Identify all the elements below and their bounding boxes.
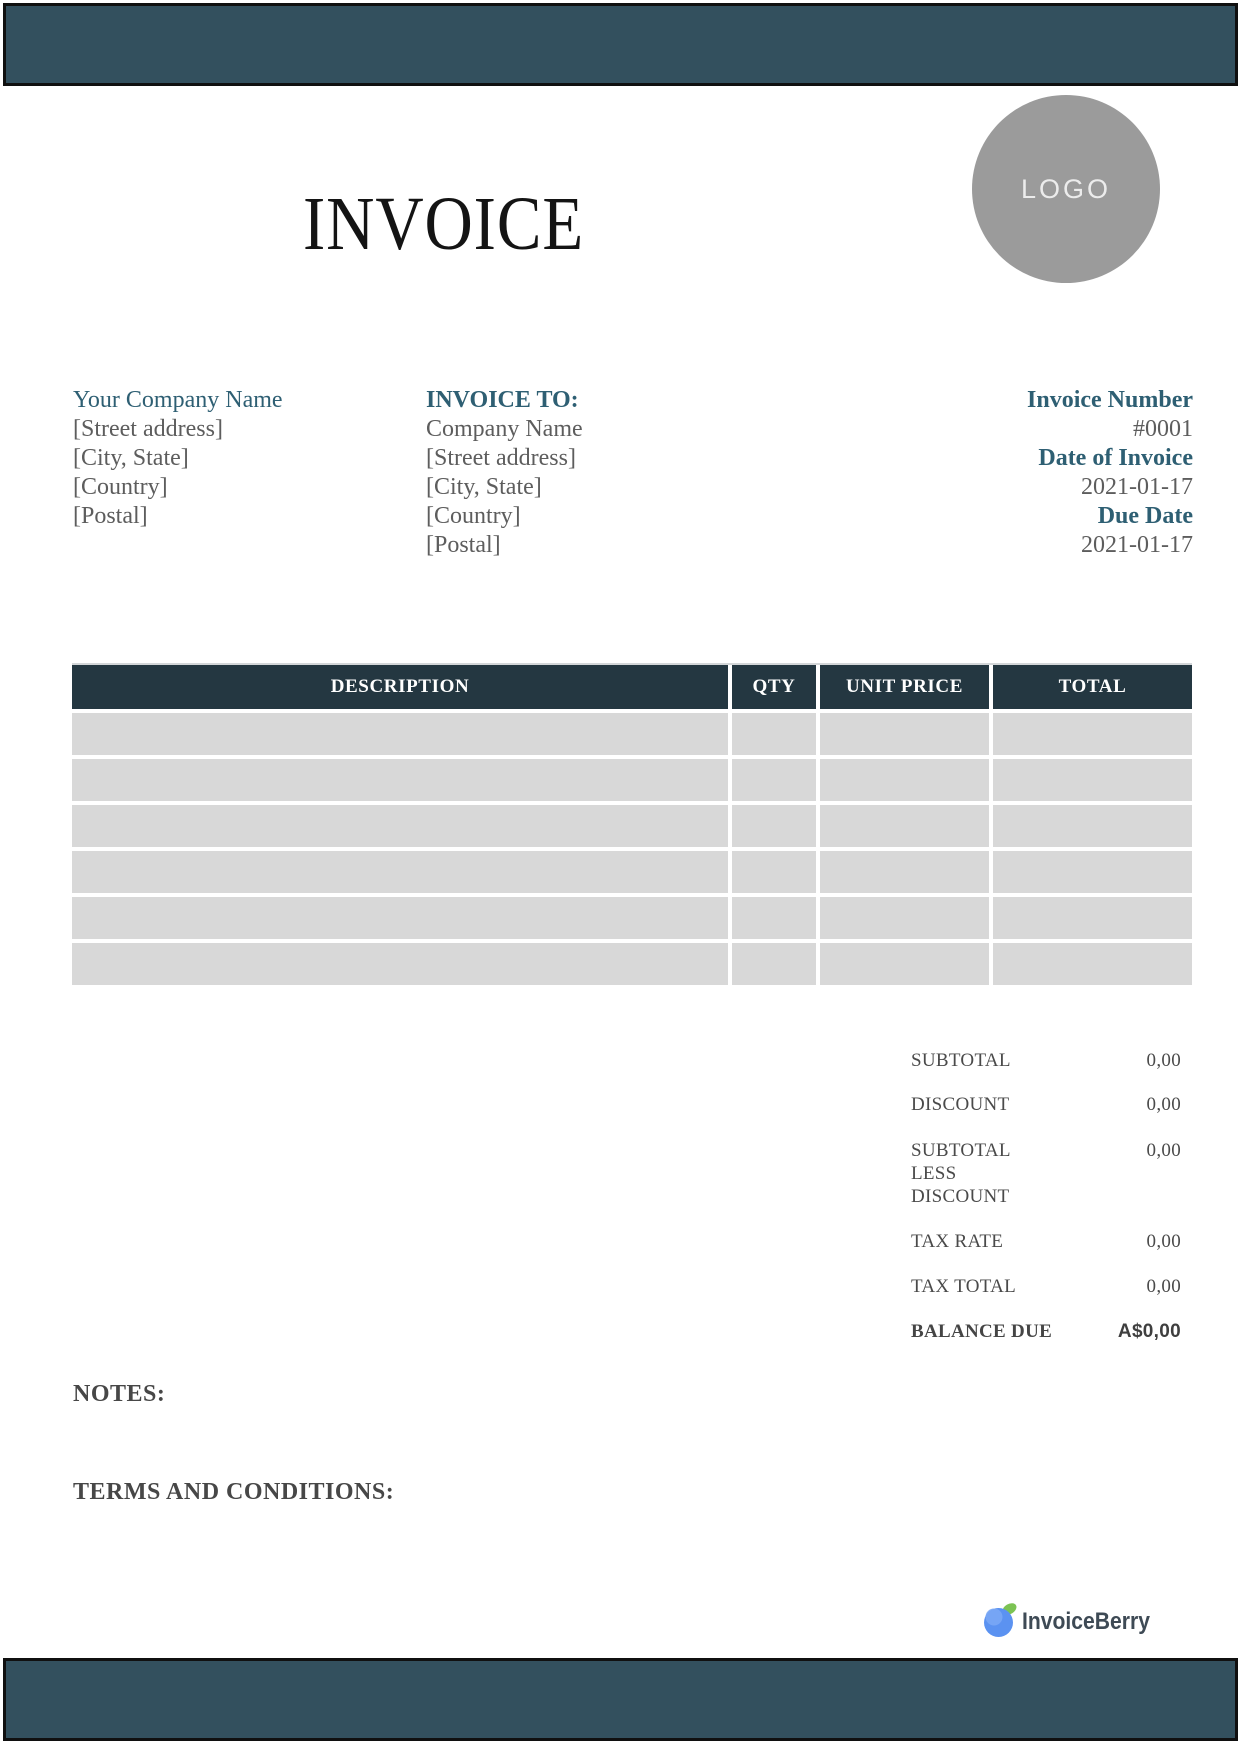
line-item-cell — [993, 713, 1192, 755]
line-item-cell — [732, 851, 816, 893]
tax-rate-label: TAX RATE — [911, 1231, 1004, 1252]
line-item-cell — [72, 805, 728, 847]
bill-to-heading: INVOICE TO: — [426, 387, 579, 413]
terms-heading: TERMS AND CONDITIONS: — [73, 1479, 395, 1505]
summary-row-subtotal — [911, 1049, 1181, 1072]
logo-placeholder-text: LOGO — [1020, 173, 1112, 204]
summary-row-subtotal-less-discount — [911, 1139, 1181, 1208]
summary-row-discount — [911, 1093, 1181, 1116]
tax-total-value: 0,00 — [1146, 1276, 1181, 1297]
invoice-number-label: Invoice Number — [1027, 387, 1193, 413]
line-item-cell — [732, 805, 816, 847]
line-item-cell — [993, 805, 1192, 847]
discount-value: 0,00 — [1146, 1094, 1181, 1115]
column-header-total: TOTAL — [993, 665, 1192, 709]
line-item-cell — [72, 943, 728, 985]
bill-to-country: [Country] — [426, 503, 521, 529]
bill-to-block — [426, 386, 583, 560]
invoice-date-value: 2021-01-17 — [1081, 474, 1193, 500]
line-item-cell — [820, 759, 989, 801]
bottom-accent-bar — [3, 1658, 1238, 1741]
line-item-cell — [732, 943, 816, 985]
invoice-date-label: Date of Invoice — [1038, 445, 1193, 471]
subtotal-label: SUBTOTAL — [911, 1050, 1011, 1071]
line-item-cell — [72, 851, 728, 893]
balance-due-value: A$0,00 — [1117, 1321, 1181, 1342]
line-item-cell — [820, 805, 989, 847]
company-street: [Street address] — [73, 416, 223, 442]
line-items-table — [72, 663, 1192, 985]
bill-to-postal: [Postal] — [426, 532, 501, 558]
due-date-value: 2021-01-17 — [1081, 532, 1193, 558]
line-item-cell — [820, 943, 989, 985]
line-item-cell — [732, 713, 816, 755]
summary-row-tax-rate — [911, 1230, 1181, 1253]
discount-label: DISCOUNT — [911, 1094, 1010, 1115]
company-block — [73, 386, 283, 531]
line-item-cell — [993, 851, 1192, 893]
subtotal-less-discount-value: 0,00 — [1146, 1140, 1181, 1161]
column-header-unit-price: UNIT PRICE — [820, 665, 989, 709]
company-country: [Country] — [73, 474, 168, 500]
company-city: [City, State] — [73, 445, 189, 471]
subtotal-less-discount-label: SUBTOTAL LESS DISCOUNT — [911, 1140, 1011, 1207]
bill-to-city: [City, State] — [426, 474, 542, 500]
line-item-cell — [732, 897, 816, 939]
line-item-cell — [820, 851, 989, 893]
line-item-cell — [72, 713, 728, 755]
invoice-meta-block — [750, 386, 1193, 560]
tax-total-label: TAX TOTAL — [911, 1276, 1017, 1297]
tax-rate-value: 0,00 — [1146, 1231, 1181, 1252]
summary-row-balance-due — [911, 1320, 1181, 1343]
top-accent-bar — [3, 3, 1238, 86]
bill-to-name: Company Name — [426, 416, 583, 442]
line-item-cell — [732, 759, 816, 801]
balance-due-label: BALANCE DUE — [911, 1321, 1053, 1342]
line-item-cell — [72, 759, 728, 801]
column-header-qty: QTY — [732, 665, 816, 709]
logo-placeholder — [972, 95, 1160, 283]
line-item-cell — [820, 897, 989, 939]
line-item-cell — [993, 759, 1192, 801]
notes-heading: NOTES: — [73, 1381, 166, 1407]
company-name: Your Company Name — [73, 387, 283, 413]
page-title: INVOICE — [303, 182, 585, 266]
company-postal: [Postal] — [73, 503, 148, 529]
bill-to-street: [Street address] — [426, 445, 576, 471]
due-date-label: Due Date — [1097, 503, 1193, 529]
line-item-cell — [993, 943, 1192, 985]
brand-name: InvoiceBerry — [1022, 1608, 1150, 1635]
summary-row-tax-total — [911, 1275, 1181, 1298]
line-item-cell — [820, 713, 989, 755]
column-header-description: DESCRIPTION — [72, 665, 728, 709]
line-item-cell — [993, 897, 1192, 939]
line-item-cell — [72, 897, 728, 939]
invoice-number-value: #0001 — [1133, 416, 1193, 442]
subtotal-value: 0,00 — [1146, 1050, 1181, 1071]
